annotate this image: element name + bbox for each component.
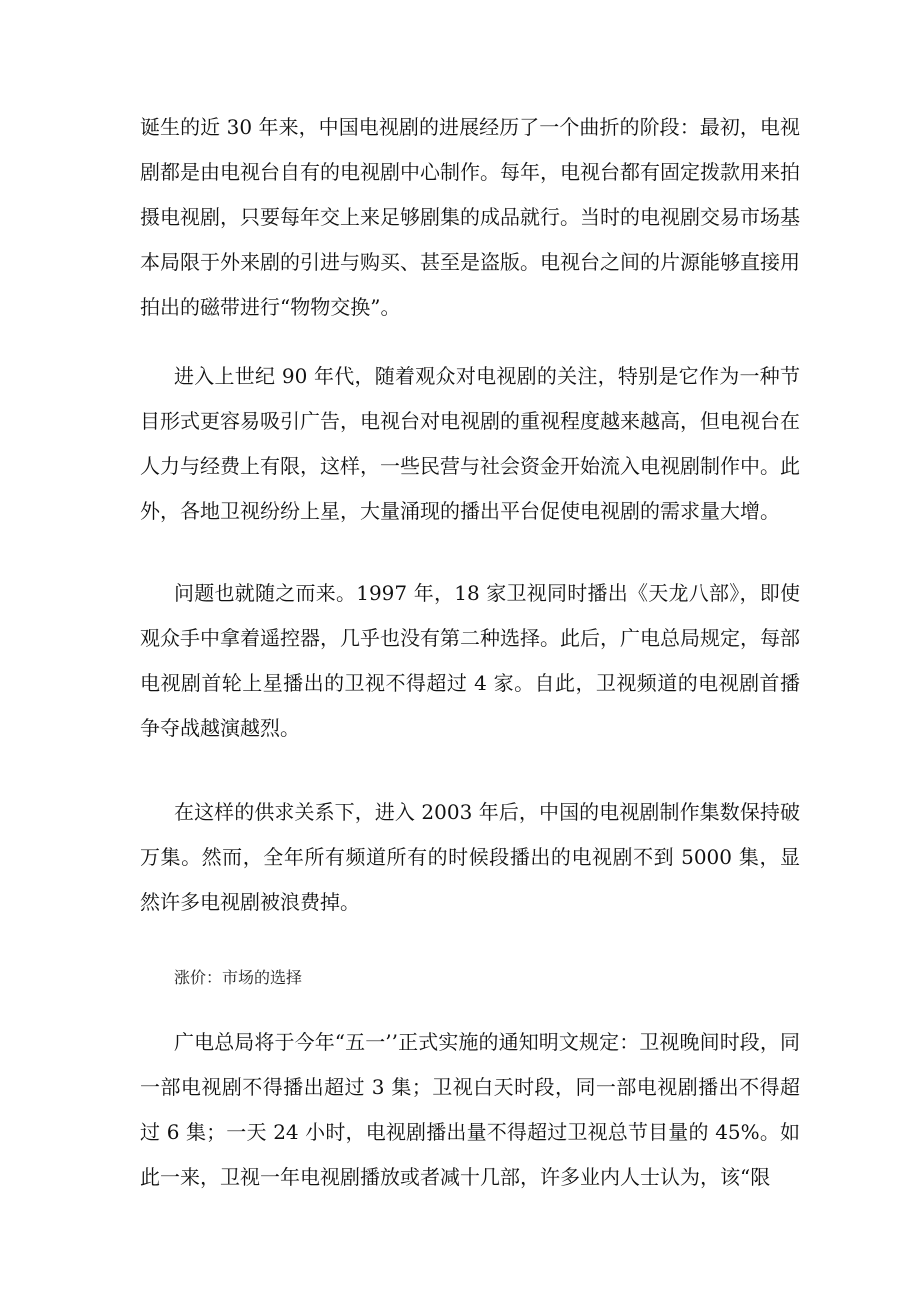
- paragraph-5: 广电总局将于今年“五一’’正式实施的通知明文规定：卫视晚间时段，同一部电视剧不得播出超过 3 集；卫视白天时段，同一部电视剧播出不得超过 6 集；一天 24 小时，电视剧播出量不得超过卫视总节目量的 45%。如此一来，卫视一年电视剧播放或者减十几部，许多业内人士认为，该“限: [140, 1030, 800, 1189]
- paragraph-3: 问题也就随之而来。1997 年，18 家卫视同时播出《天龙八部》，即使观众手中拿着遥控器，几乎也没有第二种选择。此后，广电总局规定，每部电视剧首轮上星播出的卫视不得超过 4 家。自此，卫视频道的电视剧首播争夺战越演越烈。: [140, 581, 800, 740]
- paragraph-2-block: [140, 354, 800, 534]
- paragraph-3-block: [140, 571, 800, 751]
- paragraph-4: 在这样的供求关系下，进入 2003 年后，中国的电视剧制作集数保持破万集。然而，全年所有频道所有的时候段播出的电视剧不到 5000 集，显然许多电视剧被浪费掉。: [140, 800, 800, 914]
- paragraph-5-block: [140, 1020, 800, 1200]
- section-heading-block: [140, 966, 800, 990]
- paragraph-4-block: [140, 790, 800, 925]
- section-heading: 涨价：市场的选择: [174, 968, 303, 987]
- paragraph-1: 诞生的近 30 年来，中国电视剧的进展经历了一个曲折的阶段：最初，电视剧都是由电视台自有的电视剧中心制作。每年，电视台都有固定拨款用来拍摄电视剧，只要每年交上来足够剧集的成品就行。当时的电视剧交易市场基本局限于外来剧的引进与购买、甚至是盗版。电视台之间的片源能够直接用拍出的磁带进行“物物交换”。: [140, 115, 800, 319]
- paragraph-2: 进入上世纪 90 年代，随着观众对电视剧的关注，特别是它作为一种节目形式更容易吸引广告，电视台对电视剧的重视程度越来越高，但电视台在人力与经费上有限，这样，一些民营与社会资金开始流入电视剧制作中。此外，各地卫视纷纷上星，大量涌现的播出平台促使电视剧的需求量大增。: [140, 364, 800, 523]
- paragraph-1-block: [140, 105, 800, 330]
